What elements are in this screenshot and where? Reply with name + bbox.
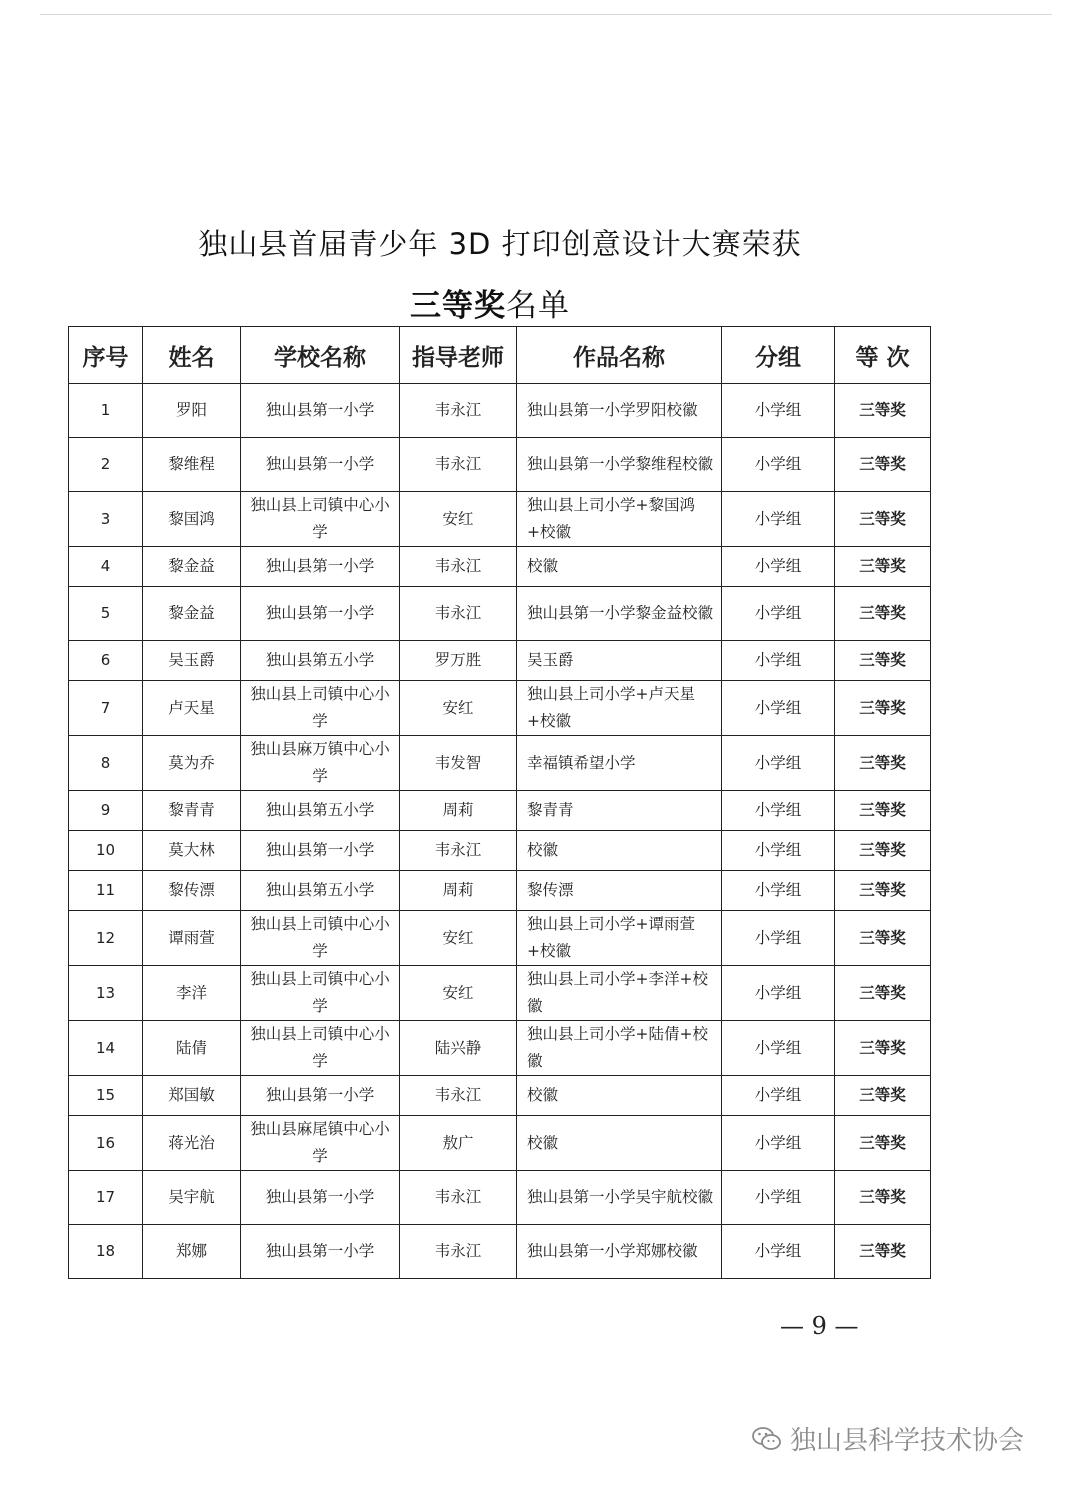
cell-work: 独山县第一小学黎维程校徽: [517, 438, 722, 492]
cell-name: 卢天星: [143, 681, 241, 736]
cell-index: 5: [69, 587, 143, 641]
cell-teacher: 韦永江: [400, 384, 517, 438]
cell-rank: 三等奖: [835, 966, 931, 1021]
cell-school: 独山县上司镇中心小学: [241, 966, 400, 1021]
cell-group: 小学组: [722, 1225, 835, 1279]
cell-group: 小学组: [722, 736, 835, 791]
cell-school: 独山县第一小学: [241, 438, 400, 492]
cell-teacher: 韦永江: [400, 587, 517, 641]
cell-group: 小学组: [722, 384, 835, 438]
page-number: — 9 —: [780, 1312, 859, 1340]
cell-school: 独山县上司镇中心小学: [241, 911, 400, 966]
cell-teacher: 韦发智: [400, 736, 517, 791]
cell-rank: 三等奖: [835, 831, 931, 871]
cell-name: 黎维程: [143, 438, 241, 492]
cell-rank: 三等奖: [835, 1076, 931, 1116]
cell-name: 罗阳: [143, 384, 241, 438]
cell-group: 小学组: [722, 1021, 835, 1076]
cell-group: 小学组: [722, 492, 835, 547]
cell-rank: 三等奖: [835, 641, 931, 681]
table-row: [69, 966, 931, 1021]
table-row: [69, 1116, 931, 1171]
cell-rank: 三等奖: [835, 1225, 931, 1279]
cell-name: 黎青青: [143, 791, 241, 831]
table-row: [69, 831, 931, 871]
header-index: 序号: [69, 327, 143, 384]
cell-index: 2: [69, 438, 143, 492]
cell-group: 小学组: [722, 966, 835, 1021]
top-border-line: [40, 14, 1052, 15]
watermark: [752, 1420, 1024, 1457]
cell-index: 14: [69, 1021, 143, 1076]
cell-school: 独山县麻尾镇中心小学: [241, 1116, 400, 1171]
cell-rank: 三等奖: [835, 871, 931, 911]
table-row: [69, 547, 931, 587]
table-row: [69, 587, 931, 641]
cell-group: 小学组: [722, 791, 835, 831]
table-row: [69, 1225, 931, 1279]
table-row: [69, 438, 931, 492]
cell-teacher: 周莉: [400, 791, 517, 831]
cell-rank: 三等奖: [835, 791, 931, 831]
cell-work: 幸福镇希望小学: [517, 736, 722, 791]
cell-teacher: 韦永江: [400, 438, 517, 492]
cell-teacher: 韦永江: [400, 1076, 517, 1116]
cell-name: 蒋光治: [143, 1116, 241, 1171]
header-name: 姓名: [143, 327, 241, 384]
table-row: [69, 1076, 931, 1116]
cell-teacher: 陆兴静: [400, 1021, 517, 1076]
cell-group: 小学组: [722, 641, 835, 681]
cell-name: 吴玉爵: [143, 641, 241, 681]
cell-index: 4: [69, 547, 143, 587]
cell-name: 谭雨萱: [143, 911, 241, 966]
wechat-icon: [752, 1426, 782, 1452]
watermark-text: 独山县科学技术协会: [790, 1426, 1025, 1456]
cell-index: 9: [69, 791, 143, 831]
cell-work: 校徽: [517, 1076, 722, 1116]
cell-group: 小学组: [722, 1076, 835, 1116]
cell-rank: 三等奖: [835, 1116, 931, 1171]
cell-teacher: 周莉: [400, 871, 517, 911]
cell-name: 莫大林: [143, 831, 241, 871]
cell-work: 独山县上司小学+陆倩+校徽: [517, 1021, 722, 1076]
cell-rank: 三等奖: [835, 438, 931, 492]
cell-index: 10: [69, 831, 143, 871]
cell-name: 陆倩: [143, 1021, 241, 1076]
cell-rank: 三等奖: [835, 547, 931, 587]
table-row: [69, 384, 931, 438]
cell-name: 黎传漂: [143, 871, 241, 911]
cell-rank: 三等奖: [835, 492, 931, 547]
cell-teacher: 韦永江: [400, 1171, 517, 1225]
cell-teacher: 敖广: [400, 1116, 517, 1171]
cell-group: 小学组: [722, 547, 835, 587]
cell-group: 小学组: [722, 681, 835, 736]
cell-work: 独山县第一小学黎金益校徽: [517, 587, 722, 641]
table-header-row: [69, 327, 931, 384]
cell-work: 独山县第一小学郑娜校徽: [517, 1225, 722, 1279]
cell-school: 独山县麻万镇中心小学: [241, 736, 400, 791]
header-school: 学校名称: [241, 327, 400, 384]
table-row: [69, 911, 931, 966]
cell-work: 独山县第一小学罗阳校徽: [517, 384, 722, 438]
cell-name: 莫为乔: [143, 736, 241, 791]
cell-school: 独山县上司镇中心小学: [241, 1021, 400, 1076]
table-row: [69, 791, 931, 831]
header-teacher: 指导老师: [400, 327, 517, 384]
document-title: 独山县首届青少年 3D 打印创意设计大赛荣获: [198, 227, 802, 261]
cell-index: 18: [69, 1225, 143, 1279]
cell-index: 8: [69, 736, 143, 791]
cell-index: 15: [69, 1076, 143, 1116]
cell-work: 校徽: [517, 1116, 722, 1171]
cell-name: 黎金益: [143, 587, 241, 641]
cell-school: 独山县第五小学: [241, 871, 400, 911]
cell-index: 1: [69, 384, 143, 438]
cell-name: 郑国敏: [143, 1076, 241, 1116]
cell-group: 小学组: [722, 1171, 835, 1225]
awards-table: [68, 326, 931, 1279]
cell-rank: 三等奖: [835, 587, 931, 641]
table-row: [69, 1021, 931, 1076]
cell-school: 独山县第一小学: [241, 384, 400, 438]
cell-work: 黎青青: [517, 791, 722, 831]
cell-name: 李洋: [143, 966, 241, 1021]
table-row: [69, 492, 931, 547]
cell-index: 12: [69, 911, 143, 966]
header-rank: 等 次: [835, 327, 931, 384]
cell-rank: 三等奖: [835, 1021, 931, 1076]
cell-school: 独山县第一小学: [241, 587, 400, 641]
cell-rank: 三等奖: [835, 736, 931, 791]
cell-school: 独山县第一小学: [241, 547, 400, 587]
cell-teacher: 韦永江: [400, 1225, 517, 1279]
cell-teacher: 韦永江: [400, 831, 517, 871]
cell-group: 小学组: [722, 587, 835, 641]
cell-work: 黎传漂: [517, 871, 722, 911]
cell-work: 独山县上司小学+卢天星+校徽: [517, 681, 722, 736]
cell-teacher: 安红: [400, 492, 517, 547]
cell-teacher: 安红: [400, 681, 517, 736]
cell-name: 吴宇航: [143, 1171, 241, 1225]
cell-group: 小学组: [722, 1116, 835, 1171]
cell-index: 17: [69, 1171, 143, 1225]
cell-index: 16: [69, 1116, 143, 1171]
cell-school: 独山县第一小学: [241, 1225, 400, 1279]
cell-teacher: 安红: [400, 911, 517, 966]
cell-teacher: 安红: [400, 966, 517, 1021]
cell-school: 独山县上司镇中心小学: [241, 681, 400, 736]
cell-work: 独山县上司小学+李洋+校徽: [517, 966, 722, 1021]
cell-group: 小学组: [722, 911, 835, 966]
cell-index: 13: [69, 966, 143, 1021]
subtitle-rest: 名单: [506, 288, 570, 324]
cell-index: 6: [69, 641, 143, 681]
cell-group: 小学组: [722, 871, 835, 911]
header-group: 分组: [722, 327, 835, 384]
table-row: [69, 1171, 931, 1225]
cell-work: 独山县第一小学吴宇航校徽: [517, 1171, 722, 1225]
cell-school: 独山县第五小学: [241, 641, 400, 681]
cell-work: 校徽: [517, 547, 722, 587]
cell-index: 3: [69, 492, 143, 547]
table-row: [69, 681, 931, 736]
table-row: [69, 871, 931, 911]
header-work: 作品名称: [517, 327, 722, 384]
cell-school: 独山县第一小学: [241, 831, 400, 871]
cell-teacher: 韦永江: [400, 547, 517, 587]
cell-index: 11: [69, 871, 143, 911]
cell-rank: 三等奖: [835, 1171, 931, 1225]
award-level-text: 三等奖: [410, 288, 506, 324]
cell-work: 独山县上司小学+黎国鸿+校徽: [517, 492, 722, 547]
cell-rank: 三等奖: [835, 681, 931, 736]
cell-name: 黎国鸿: [143, 492, 241, 547]
cell-school: 独山县第一小学: [241, 1076, 400, 1116]
cell-teacher: 罗万胜: [400, 641, 517, 681]
table-row: [69, 736, 931, 791]
cell-rank: 三等奖: [835, 384, 931, 438]
cell-name: 郑娜: [143, 1225, 241, 1279]
cell-group: 小学组: [722, 831, 835, 871]
cell-work: 独山县上司小学+谭雨萱+校徽: [517, 911, 722, 966]
cell-work: 校徽: [517, 831, 722, 871]
cell-school: 独山县第一小学: [241, 1171, 400, 1225]
cell-school: 独山县第五小学: [241, 791, 400, 831]
cell-name: 黎金益: [143, 547, 241, 587]
document-subtitle: [0, 280, 980, 325]
cell-school: 独山县上司镇中心小学: [241, 492, 400, 547]
cell-index: 7: [69, 681, 143, 736]
cell-rank: 三等奖: [835, 911, 931, 966]
cell-group: 小学组: [722, 438, 835, 492]
cell-work: 吴玉爵: [517, 641, 722, 681]
table-row: [69, 641, 931, 681]
